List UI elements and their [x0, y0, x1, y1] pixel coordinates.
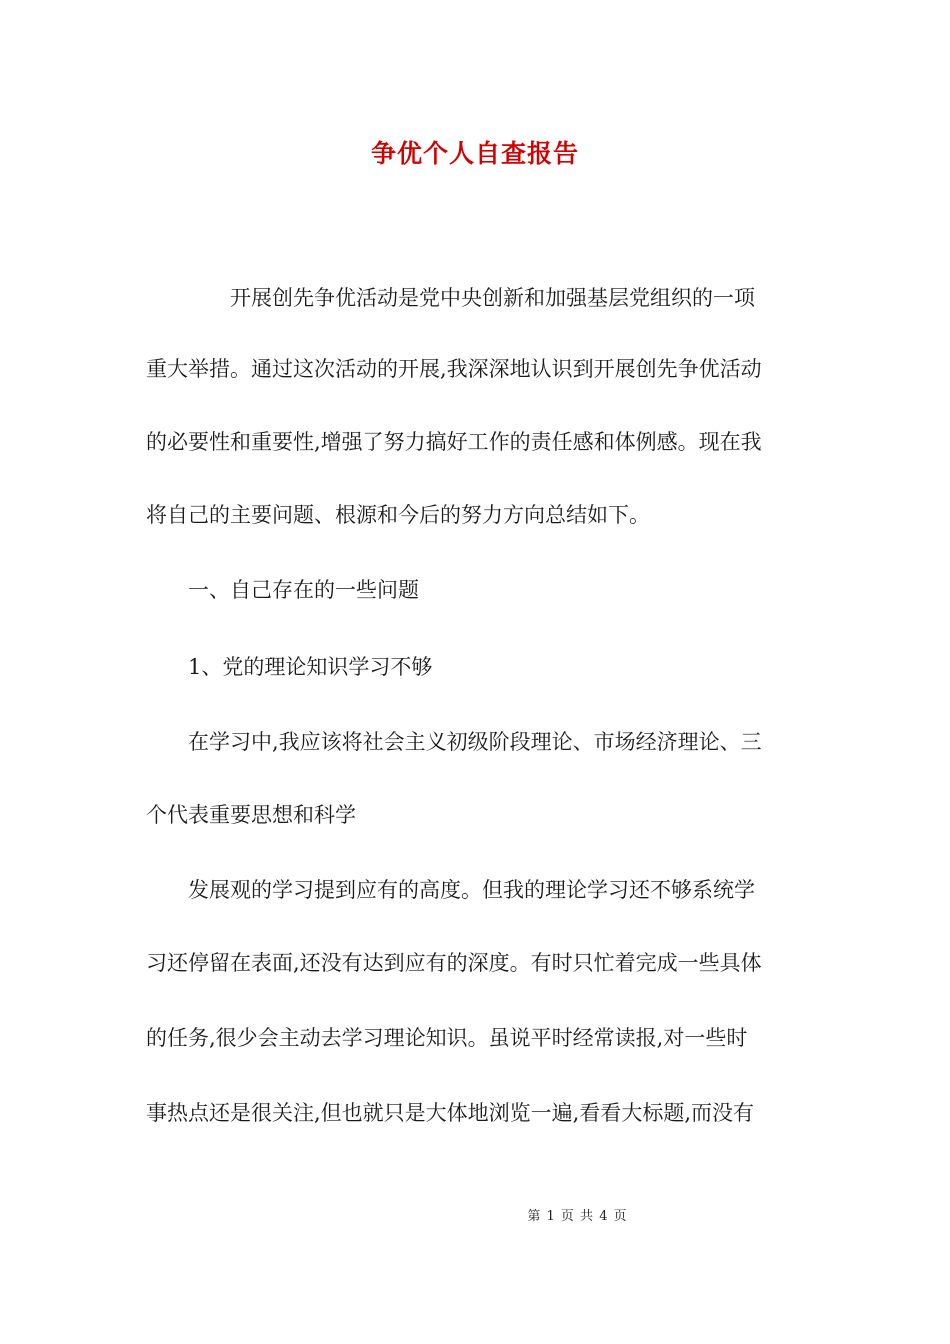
- paragraph-line: 重大举措。通过这次活动的开展,我深深地认识到开展创先争优活动: [146, 357, 762, 381]
- page-number-footer: 第 1 页 共 4 页: [527, 1209, 628, 1224]
- section-heading: 一、自己存在的一些问题: [146, 578, 419, 602]
- paragraph-line: 将自己的主要问题、根源和今后的努力方向总结如下。: [146, 503, 650, 527]
- paragraph-line: 开展创先争优活动是党中央创新和加强基层党组织的一项: [146, 286, 755, 310]
- subsection-heading: 1、党的理论知识学习不够: [146, 655, 433, 679]
- paragraph-line: 事热点还是很关注,但也就只是大体地浏览一遍,看看大标题,而没有: [146, 1101, 755, 1125]
- document-title: 争优个人自查报告: [370, 139, 579, 168]
- paragraph-line: 发展观的学习提到应有的高度。但我的理论学习还不够系统学: [146, 878, 755, 902]
- paragraph-line: 的必要性和重要性,增强了努力搞好工作的责任感和体例感。现在我: [146, 430, 762, 454]
- paragraph-line: 习还停留在表面,还没有达到应有的深度。有时只忙着完成一些具体: [146, 951, 762, 975]
- paragraph-line: 在学习中,我应该将社会主义初级阶段理论、市场经济理论、三: [146, 730, 762, 754]
- paragraph-line: 的任务,很少会主动去学习理论知识。虽说平时经常读报,对一些时: [146, 1026, 748, 1050]
- paragraph-line: 个代表重要思想和科学: [146, 803, 356, 827]
